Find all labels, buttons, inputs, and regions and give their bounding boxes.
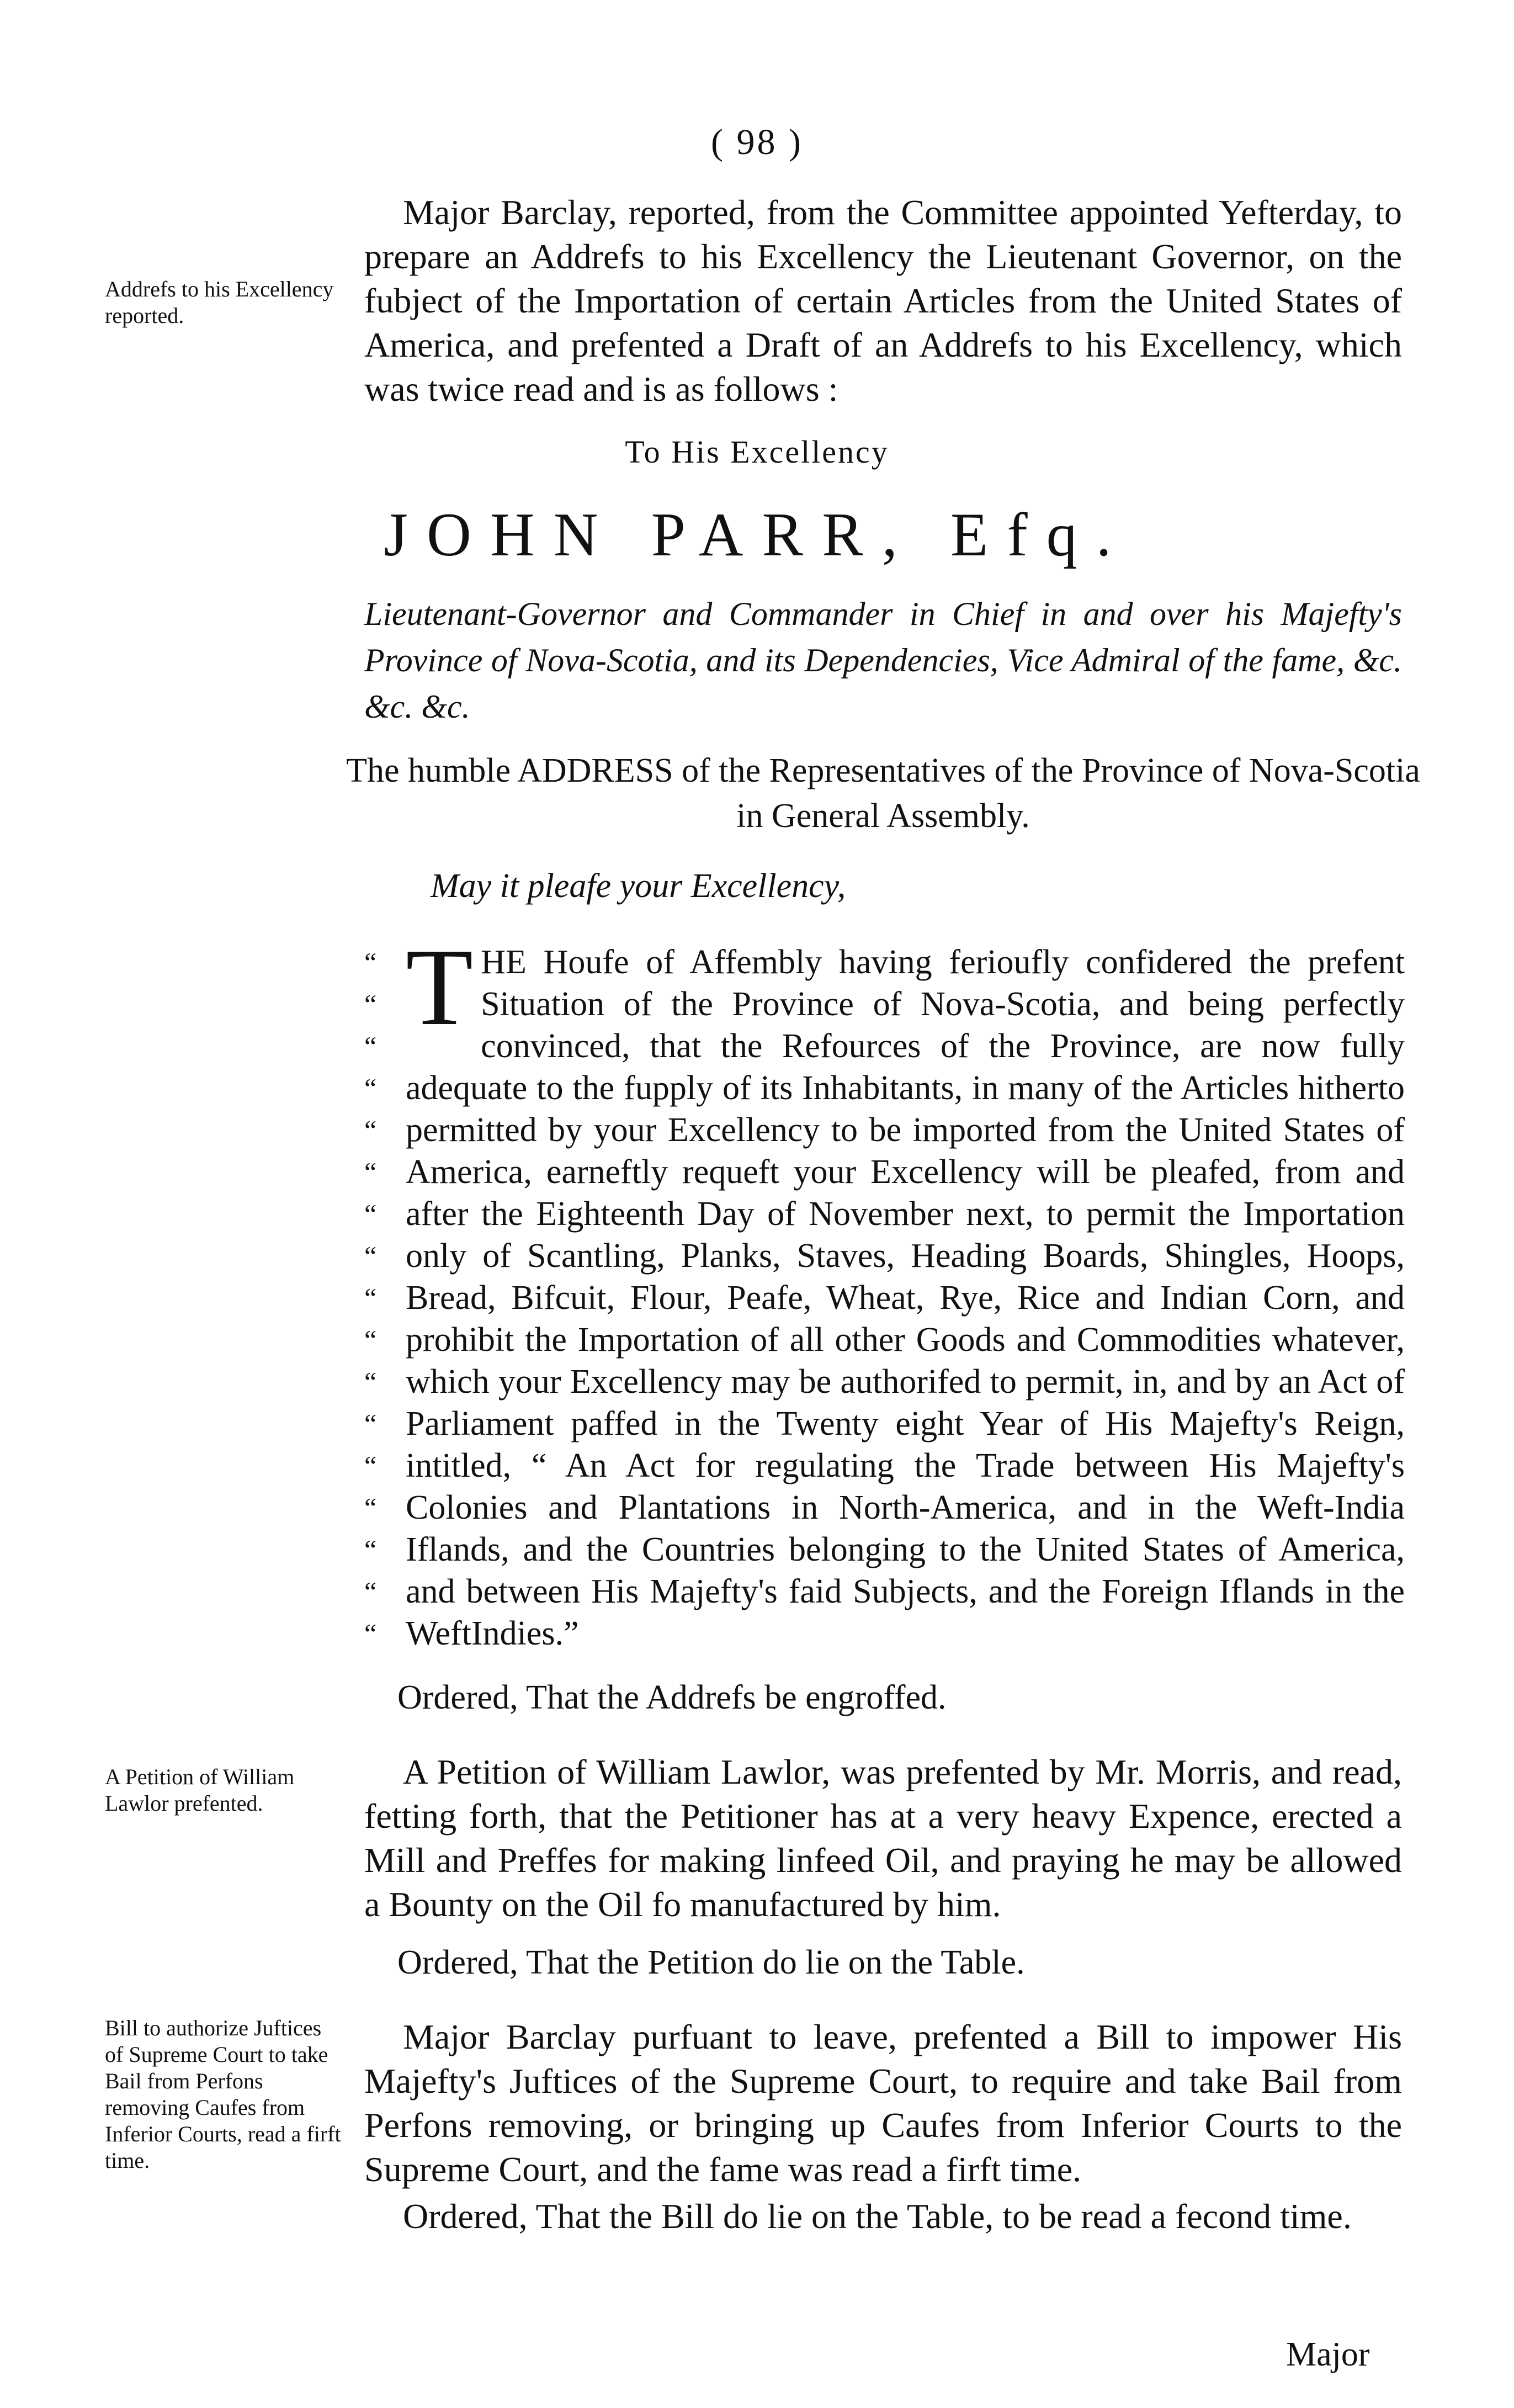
address-recipient-name: JOHN PARR, Efq. xyxy=(384,501,1130,569)
bill-paragraph xyxy=(364,2015,1402,2192)
address-body-text: HE Houfe of Affembly having ferioufly confidered the prefent Situation of the Province of Nova-Scotia, and being perfectly convinced, that the Refources of the Province, are now fully adequate to the fupply of its Inhabitants, in many of the Articles hitherto permitted by your Excellency to be imported from the United States of America, earneftly requeft your Excellency will be pleafed, from and after the Eighteenth Day of November next, to permit the Importation only of Scantling, Planks, Staves, Heading Boards, Shingles, Hoops, Bread, Bifcuit, Flour, Peafe, Wheat, Rye, Rice and Indian Corn, and prohibit the Importation of all other Goods and Commodities whatever, which your Excellency may be authorifed to permit, in, and by an Act of Parliament paffed in the Twenty eight Year of His Majefty's Reign, intitled, “ An Act for regulating the Trade between His Majefty's Colonies and Plantations in North-America, and in the Weft-India Iflands, and the Countries belonging to the United States of America, and between His Majefty's faid Subjects, and the Foreign Iflands in the WeftIndies.” xyxy=(406,943,1405,1652)
ordered-petition-table: Ordered, That the Petition do lie on the Table. xyxy=(397,1944,1025,1981)
salutation: May it pleafe your Excellency, xyxy=(431,867,846,905)
margin-note-address-reported: Addrefs to his Excellency reported. xyxy=(105,277,334,328)
drop-cap: T xyxy=(406,926,474,1048)
margin-note-petition: A Petition of William Lawlor prefented. xyxy=(105,1764,295,1816)
intro-text: Major Barclay, reported, from the Committee appointed Yefterday, to prepare an Addrefs to his Excellency the Lieutenant Governor, on the fubject of the Importation of certain Articles from the United States of America, and prefented a Draft of an Addrefs to his Excellency, which was twice read and is as follows : xyxy=(364,193,1402,409)
intro-paragraph xyxy=(364,190,1402,411)
ordered-bill-paragraph xyxy=(364,2194,1402,2239)
address-heading: The humble ADDRESS of the Representatives of the Province of Nova-Scotia in General Assembly. xyxy=(346,752,1420,835)
catchword: Major xyxy=(1286,2336,1370,2373)
address-recipient-title: Lieutenant-Governor and Commander in Chief in and over his Majefty's Province of Nova-Scotia, and its Dependencies, Vice Admiral of the fame, &c. &c. &c. xyxy=(364,596,1402,725)
ordered-bill-table: Ordered, That the Bill do lie on the Table, to be read a fecond time. xyxy=(403,2197,1352,2236)
ordered-address-engrossed: Ordered, That the Addrefs be engroffed. xyxy=(397,1679,947,1716)
petition-text: A Petition of William Lawlor, was prefented by Mr. Morris, and read, fetting forth, that the Petitioner has at a very heavy Expence, erected a Mill and Preffes for making linfeed Oil, and praying he may be allowed a Bounty on the Oil fo manufactured by him. xyxy=(364,1752,1402,1924)
address-body xyxy=(406,926,1405,1654)
quotation-marks-column: “ “ “ “ “ “ “ “ “ “ “ “ “ “ “ “ “ xyxy=(364,947,377,1649)
bill-text: Major Barclay purfuant to leave, prefented a Bill to impower His Majefty's Juftices of the Supreme Court, to require and take Bail from Perfons removing, or bringing up Caufes from Inferior Courts to the Supreme Court, and the fame was read a firft time. xyxy=(364,2017,1402,2189)
page-number: ( 98 ) xyxy=(711,122,803,162)
petition-paragraph xyxy=(364,1750,1402,1927)
margin-note-bill: Bill to authorize Juftices of Supreme Court to take Bail from Perfons removing Caufes from Inferior Courts, read a firft time. xyxy=(105,2015,341,2173)
address-recipient-line: To His Excellency xyxy=(625,434,889,470)
